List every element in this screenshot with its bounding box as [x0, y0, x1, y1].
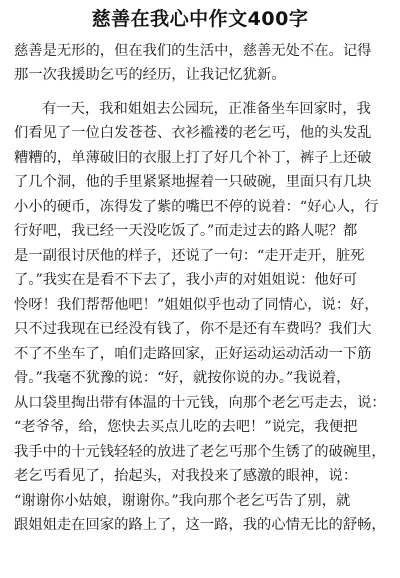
- text-line: 跟姐姐走在回家的路上了，这一路，我的心情无比的舒畅，: [14, 517, 386, 533]
- text-line: 老乞丐看见了，抬起头，对我投来了感激的眼神，说：: [14, 468, 358, 484]
- text-line: 骨。”我毫不犹豫的说：“好，就按你说的办。”我说着，: [14, 370, 351, 386]
- text-line: 了几个洞，他的手里紧紧地握着一只破碗，里面只有几块: [14, 174, 372, 190]
- text-line: 从口袋里掏出带有体温的十元钱，向那个老乞丐走去，说：: [14, 395, 386, 411]
- text-line: 不了不坐车了，咱们走路回家，正好运动运动活动一下筋: [14, 346, 372, 362]
- text-line: “谢谢你小姑娘，谢谢你。”我向那个老乞丐告了别，就: [14, 493, 351, 509]
- text-line: 了。”我实在是看不下去了，我小声的对姐姐说：他好可: [14, 272, 358, 288]
- document-title: 慈善在我心中作文400字: [91, 8, 309, 30]
- text-line: 糟糟的，单薄破旧的衣服上打了好几个补丁，裤子上还破: [14, 150, 372, 166]
- text-line: 行好吧，我已经一天没吃饭了。”而走过去的路人呢？都: [14, 223, 358, 239]
- text-line: 那一次我援助乞丐的经历，让我记忆犹新。: [14, 67, 286, 83]
- text-line: 有一天，我和姐姐去公园玩，正准备坐车回家时，我: [42, 101, 371, 117]
- text-line: 小小的硬币，冻得发了紫的嘴巴不停的说着：“好心人，行: [14, 199, 379, 215]
- text-line: 们看见了一位白发苍苍、衣衫褴褛的老乞丐，他的头发乱: [14, 125, 372, 141]
- text-line: 我手中的十元钱轻轻的放进了老乞丐那个生锈了的破碗里，: [14, 444, 386, 460]
- text-line: 只不过我现在已经没有钱了，你不是还有车费吗？我们大: [14, 321, 372, 337]
- text-line: 是一副很讨厌他的样子，还说了一句：“走开走开，脏死: [14, 248, 365, 264]
- text-line: 怜呀！我们帮帮他吧！”姐姐似乎也动了同情心，说：好，: [14, 297, 379, 313]
- text-line: 慈善是无形的，但在我们的生活中，慈善无处不在。记得: [14, 43, 372, 59]
- text-line: “老爷爷，给，您快去买点儿吃的去吧！”说完，我便把: [14, 419, 358, 435]
